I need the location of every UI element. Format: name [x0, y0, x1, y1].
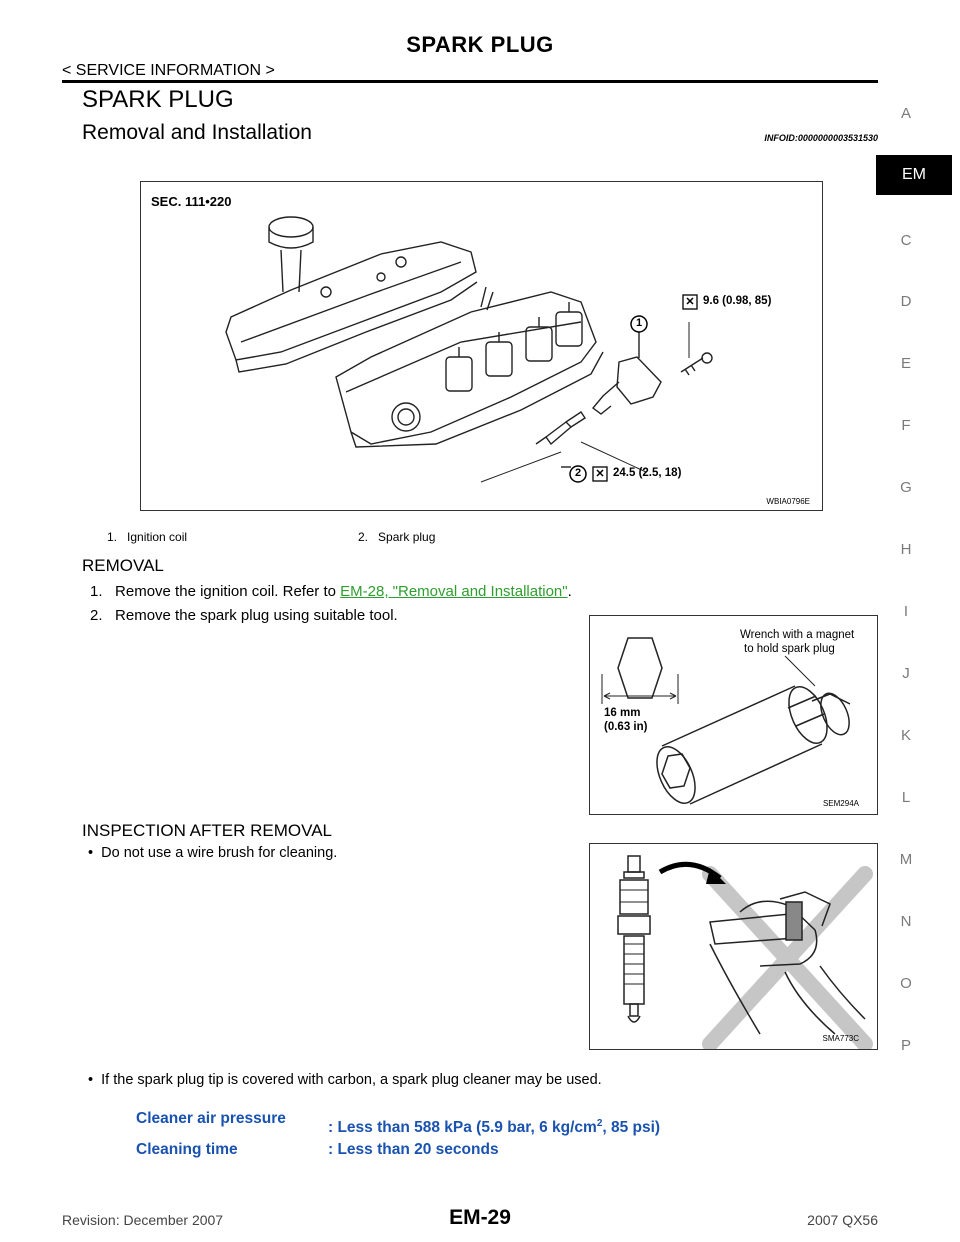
section-title: SPARK PLUG	[82, 86, 234, 113]
subsection-title: Removal and Installation	[82, 121, 312, 144]
figure1-sec-label: SEC. 111•220	[151, 194, 232, 209]
removal-heading: REMOVAL	[82, 556, 164, 575]
header-rule	[62, 80, 878, 83]
footer-revision: Revision: December 2007	[62, 1212, 224, 1228]
inspection-bullet-2: • If the spark plug tip is covered with carbon, a spark plug cleaner may be used.	[88, 1072, 602, 1088]
figure2-size-label: 16 mm (0.63 in)	[604, 707, 648, 733]
side-index-n[interactable]: N	[900, 913, 912, 930]
bullet-dot-icon: •	[88, 845, 94, 861]
figure1-illustration	[141, 182, 822, 510]
side-index-k[interactable]: K	[900, 727, 911, 744]
inspection-heading: INSPECTION AFTER REMOVAL	[82, 821, 333, 840]
removal-step-1: 1. Remove the ignition coil. Refer to EM-28, "Removal and Installation".	[90, 583, 572, 600]
bullet-dot-icon: •	[88, 1072, 94, 1088]
figure1-code: WBIA0796E	[766, 497, 810, 506]
side-index-l[interactable]: L	[901, 789, 911, 806]
spec-value-pressure: : Less than 588 kPa (5.9 bar, 6 $kg/cm^2$, 85 psi)	[328, 1118, 661, 1137]
spec-value-time: : Less than 20 seconds	[328, 1141, 499, 1158]
side-index-j[interactable]: J	[902, 665, 910, 682]
figure3-code: SMA773C	[822, 1034, 859, 1043]
page-header-title: SPARK PLUG	[406, 32, 554, 57]
side-index-m[interactable]: M	[899, 851, 913, 868]
figure-spark-plug-wrench	[589, 615, 878, 815]
spec-label-pressure: Cleaner air pressure	[136, 1110, 286, 1127]
figure2-wrench-label: Wrench with a magnet to hold spark plug	[740, 629, 855, 655]
side-index-p[interactable]: P	[900, 1037, 911, 1054]
page-header-subtitle: < SERVICE INFORMATION >	[62, 62, 275, 79]
figure-no-wire-brush	[589, 843, 878, 1050]
side-index-em-active[interactable]: EM	[876, 155, 952, 195]
inspection-bullet-1: • Do not use a wire brush for cleaning.	[88, 845, 338, 861]
side-index-g[interactable]: G	[900, 479, 912, 496]
legend-item-1: 1. Ignition coil	[107, 530, 188, 544]
figure1-callout-1: 1	[635, 317, 643, 329]
side-index-d[interactable]: D	[900, 293, 912, 310]
figure1-torque-2: 24.5 (2.5, 18)	[613, 467, 682, 479]
legend-item-2: 2. Spark plug	[358, 530, 436, 544]
side-index-o[interactable]: O	[900, 975, 912, 992]
side-index-h[interactable]: H	[900, 541, 912, 558]
figure-ignition-coil-spark-plug	[140, 181, 823, 511]
link-ignition-coil-removal[interactable]: EM-28, "Removal and Installation"	[340, 583, 568, 600]
figure2-code: SEM294A	[822, 799, 859, 808]
spec-label-time: Cleaning time	[136, 1141, 238, 1158]
side-index-c[interactable]: C	[900, 232, 912, 249]
figure3-illustration	[590, 844, 877, 1049]
removal-step-2: 2. Remove the spark plug using suitable tool.	[90, 607, 398, 624]
side-index-e[interactable]: E	[900, 355, 911, 372]
side-index-a[interactable]: A	[900, 105, 911, 122]
figure1-callout-2: 2	[574, 467, 582, 479]
side-index-i[interactable]: I	[903, 603, 909, 620]
footer-model: 2007 QX56	[807, 1212, 878, 1228]
side-index-f[interactable]: F	[901, 417, 911, 434]
footer-page-number: EM-29	[449, 1206, 511, 1229]
figure1-torque-1: 9.6 (0.98, 85)	[703, 295, 772, 307]
info-id: INFOID:0000000003531530	[764, 133, 878, 143]
